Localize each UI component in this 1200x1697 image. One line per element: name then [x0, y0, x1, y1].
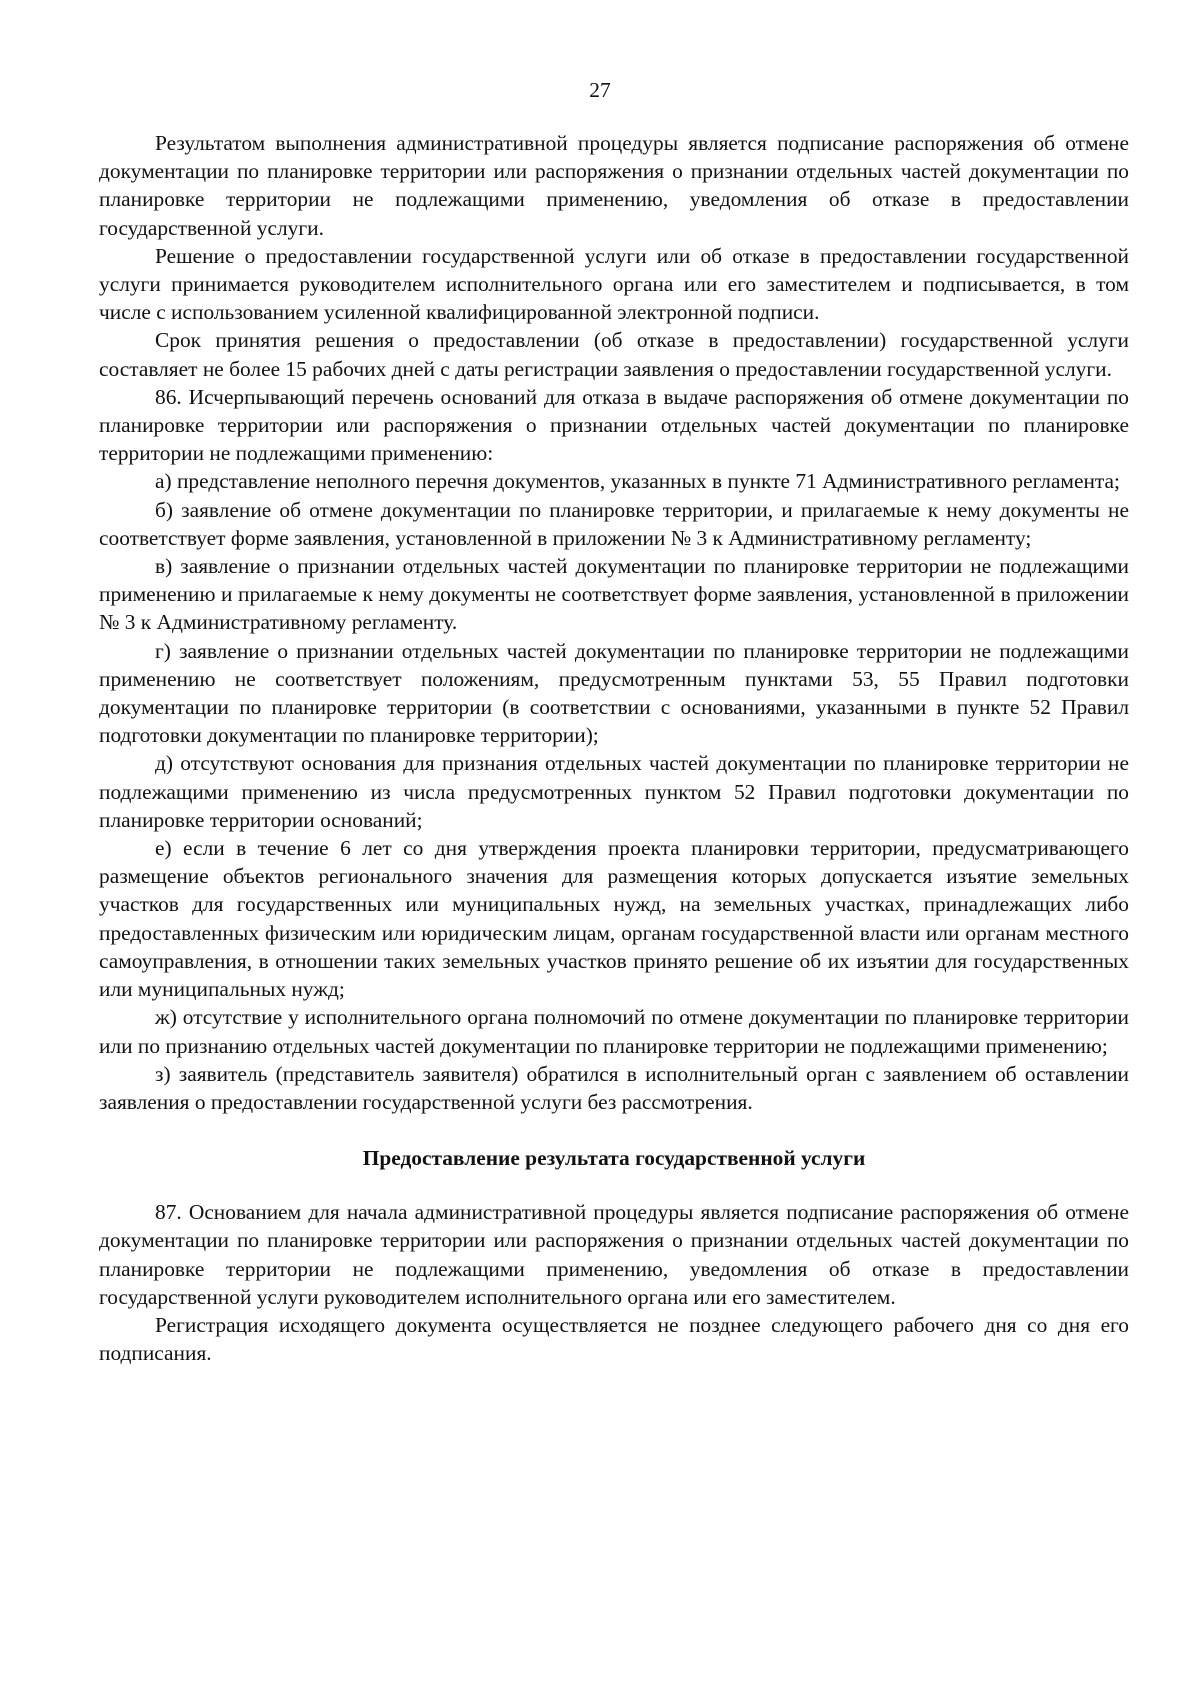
list-item-b: б) заявление об отмене документации по планировке территории, и прилагаемые к нему документы не соответствует форме заявления, установленной в приложении № 3 к Административному регламенту;: [99, 497, 1129, 550]
list-item-a: а) представление неполного перечня документов, указанных в пункте 71 Административного регламента;: [155, 469, 1120, 494]
list-item-z: з) заявитель (представитель заявителя) обратился в исполнительный орган с заявлением об оставлении заявления о предоставлении государственной услуги без рассмотрения.: [99, 1061, 1129, 1114]
list-item-e: е) если в течение 6 лет со дня утверждения проекта планировки территории, предусматривающего размещение объектов регионального значения для размещения которых допускается изъятие земельных участков для государственных или муниципальных нужд, на земельных участках, принадлежащих либо предоставленных физическим или юридическим лицам, органам государственной власти или органам местного самоуправления, в отношении таких земельных участков принято решение об их изъятии для государственных или муниципальных нужд;: [99, 836, 1129, 1002]
paragraph-decision-term: Срок принятия решения о предоставлении (об отказе в предоставлении) государственной услуги составляет не более 15 рабочих дней с даты регистрации заявления о предоставлении государственной услуги.: [99, 328, 1129, 381]
paragraph-87-basis: 87. Основанием для начала административной процедуры является подписание распоряжения об отмене документации по планировке территории или распоряжения о признании отдельных частей документации по планировке территории не подлежащими применению, уведомления об отказе в предоставлении государственной услуги руководителем исполнительного органа или его заместителем.: [99, 1200, 1129, 1309]
paragraph-86-refusal-grounds: 86. Исчерпывающий перечень оснований для отказа в выдаче распоряжения об отмене документации по планировке территории или распоряжения о признании отдельных частей документации по планировке территории не подлежащими применению:: [99, 384, 1129, 466]
paragraph-registration: Регистрация исходящего документа осуществляется не позднее следующего рабочего дня со дня его подписания.: [99, 1312, 1129, 1366]
list-item-zh: ж) отсутствие у исполнительного органа полномочий по отмене документации по планировке территории или по признанию отдельных частей документации по планировке территории не подлежащими применению;: [99, 1005, 1129, 1058]
list-item-d: д) отсутствуют основания для признания отдельных частей документации по планировке территории не подлежащими применению из числа предусмотренных пунктом 52 Правил подготовки документации по планировке территории оснований;: [99, 751, 1129, 832]
list-item-g: г) заявление о признании отдельных частей документации по планировке территории не подлежащими применению не соответствует положениям, предусмотренным пунктами 53, 55 Правил подготовки документации по планировке территории (в соответствии с основаниями, указанными в пункте 52 Правил подготовки документации по планировке территории);: [99, 638, 1129, 748]
document-body: [99, 129, 1129, 1367]
list-item-v: в) заявление о признании отдельных частей документации по планировке территории не подлежащими применению и прилагаемые к нему документы не соответствует форме заявления, установленной в приложении № 3 к Административному регламенту.: [99, 554, 1129, 635]
paragraph-decision: Решение о предоставлении государственной услуги или об отказе в предоставлении государственной услуги принимается руководителем исполнительного органа или его заместителем и подписывается, в том числе с использованием усиленной квалифицированной электронной подписи.: [99, 243, 1129, 325]
section-heading: Предоставление результата государственной услуги: [362, 1146, 866, 1171]
page-number: 27: [589, 78, 611, 102]
paragraph-procedure-result: Результатом выполнения административной процедуры является подписание распоряжения об отмене документации по планировке территории или распоряжения о признании отдельных частей документации по планировке территории не подлежащими применению, уведомления об отказе в предоставлении государственной услуги.: [99, 131, 1129, 240]
